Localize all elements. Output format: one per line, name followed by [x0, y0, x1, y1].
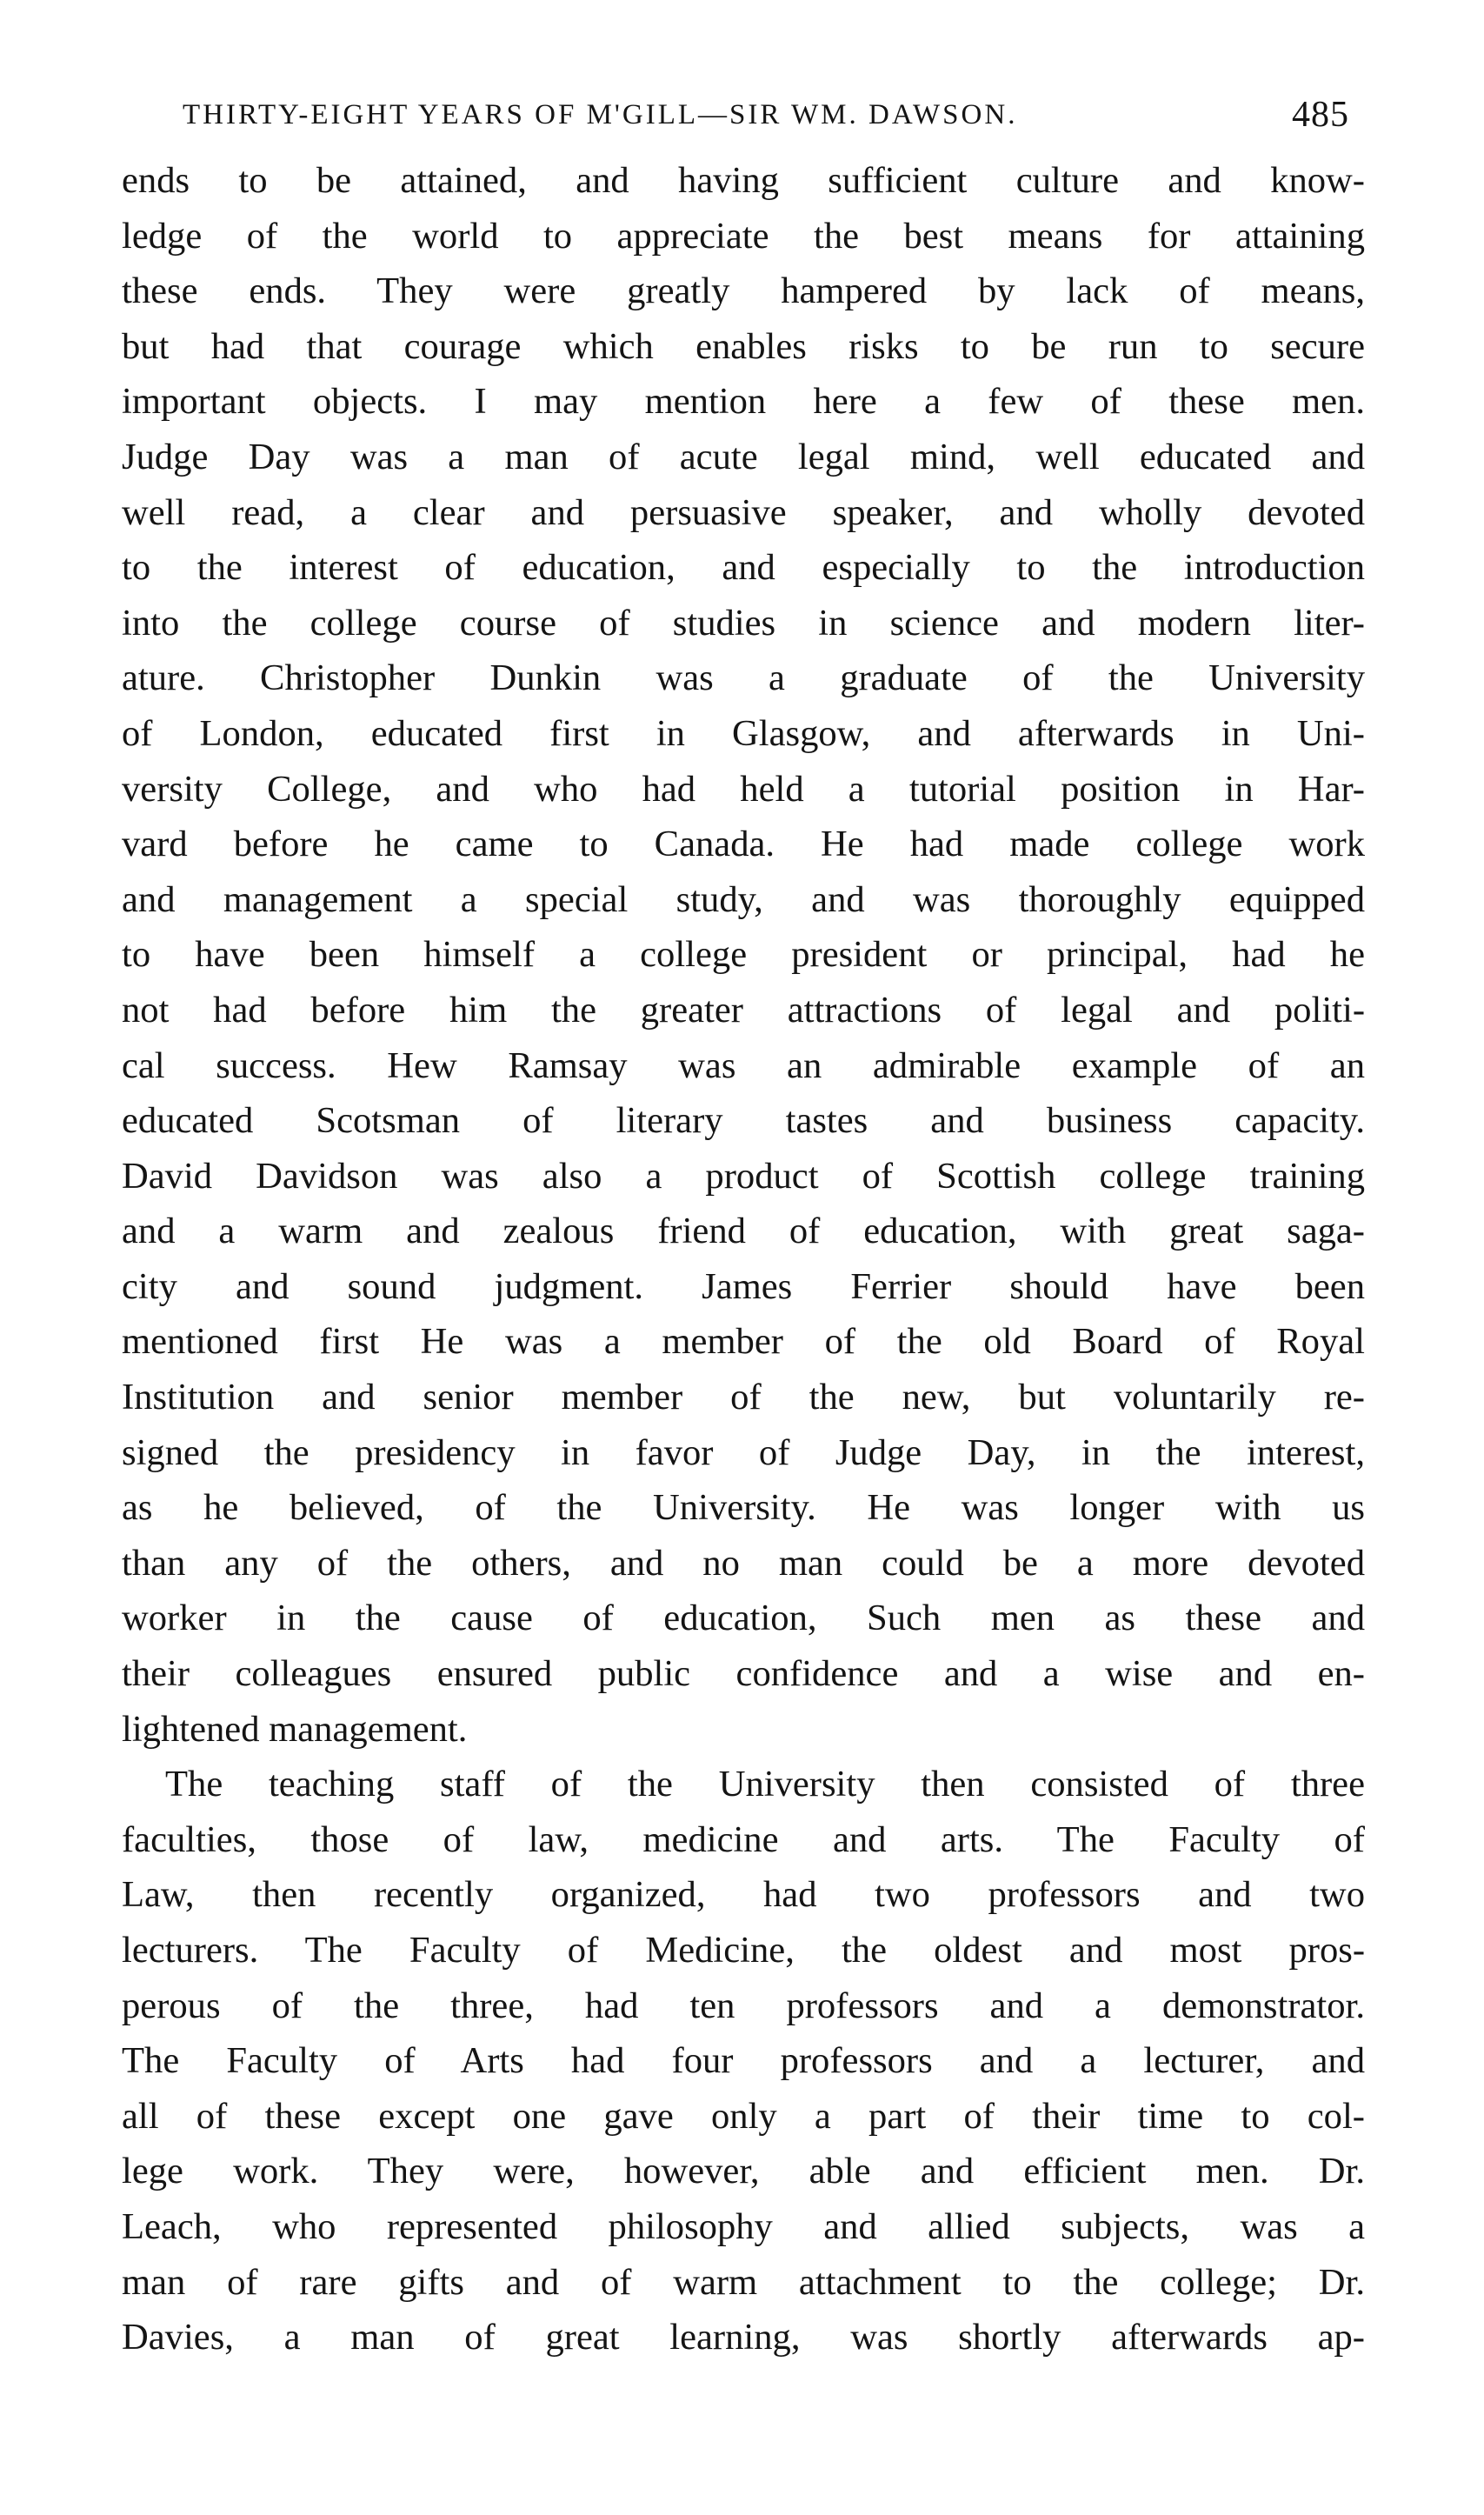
text-line: well read, a clear and persuasive speaker, and wholly devoted	[122, 491, 1365, 533]
text-line: vard before he came to Canada. He had made college work	[122, 824, 1365, 865]
text-line: perous of the three, had ten professors and a demonstrator.	[122, 1985, 1365, 2026]
text-line: mentioned first He was a member of the old Board of Royal	[122, 1321, 1365, 1363]
text-line: ends to be attained, and having sufficient culture and know-	[122, 160, 1365, 201]
text-line: these ends. They were greatly hampered by lack of means,	[122, 270, 1365, 312]
book-page	[122, 77, 1365, 2365]
text-line: than any of the others, and no man could be a more devoted	[122, 1542, 1365, 1584]
text-line: worker in the cause of education, Such men as these and	[122, 1598, 1365, 1639]
text-line: Law, then recently organized, had two professors and two	[122, 1874, 1365, 1916]
running-header	[122, 77, 1365, 137]
text-line: and management a special study, and was thoroughly equipped	[122, 878, 1365, 920]
running-title: THIRTY-EIGHT YEARS OF M'GILL—SIR WM. DAWSON.	[183, 99, 1018, 130]
text-line: to have been himself a college president or principal, had he	[122, 934, 1365, 976]
text-line: their colleagues ensured public confidence and a wise and en-	[122, 1653, 1365, 1695]
text-line: lightened management.	[122, 1708, 468, 1750]
text-line: city and sound judgment. James Ferrier should have been	[122, 1265, 1365, 1307]
text-line: cal success. Hew Ramsay was an admirable example of an	[122, 1044, 1365, 1086]
text-line: into the college course of studies in science and modern liter-	[122, 602, 1365, 644]
text-line: important objects. I may mention here a few of these men.	[122, 381, 1365, 423]
text-line: not had before him the greater attractions of legal and politi-	[122, 989, 1365, 1031]
page-number: 485	[1292, 95, 1349, 135]
text-line: The Faculty of Arts had four professors and a lecturer, and	[122, 2040, 1365, 2082]
text-line: and a warm and zealous friend of education, with great saga-	[122, 1211, 1365, 1252]
text-line: educated Scotsman of literary tastes and business capacity.	[122, 1100, 1365, 1142]
text-line: of London, educated first in Glasgow, and afterwards in Uni-	[122, 712, 1365, 754]
text-line: faculties, those of law, medicine and arts. The Faculty of	[122, 1818, 1365, 1860]
text-line: versity College, and who had held a tutorial position in Har-	[122, 768, 1365, 810]
text-line: lege work. They were, however, able and efficient men. Dr.	[122, 2151, 1365, 2192]
text-line: David Davidson was also a product of Scottish college training	[122, 1155, 1365, 1197]
text-line: but had that courage which enables risks to be run to secure	[122, 325, 1365, 367]
text-line: Davies, a man of great learning, was shortly afterwards ap-	[122, 2317, 1365, 2358]
text-line: The teaching staff of the University then consisted of three	[165, 1764, 1365, 1805]
text-line: as he believed, of the University. He was longer with us	[122, 1487, 1365, 1529]
text-line: man of rare gifts and of warm attachment to the college; Dr.	[122, 2261, 1365, 2303]
text-line: signed the presidency in favor of Judge Day, in the interest,	[122, 1431, 1365, 1473]
text-line: Judge Day was a man of acute legal mind, well educated and	[122, 436, 1365, 477]
text-line: ledge of the world to appreciate the best means for attaining	[122, 215, 1365, 257]
text-line: Institution and senior member of the new, but voluntarily re-	[122, 1377, 1365, 1418]
text-line: ature. Christopher Dunkin was a graduate of the University	[122, 657, 1365, 699]
body-text	[122, 153, 1365, 2365]
text-line: lecturers. The Faculty of Medicine, the oldest and most pros-	[122, 1930, 1365, 1971]
text-line: all of these except one gave only a part of their time to col-	[122, 2095, 1365, 2137]
text-line: Leach, who represented philosophy and allied subjects, was a	[122, 2205, 1365, 2247]
text-line: to the interest of education, and especially to the introduction	[122, 547, 1365, 589]
